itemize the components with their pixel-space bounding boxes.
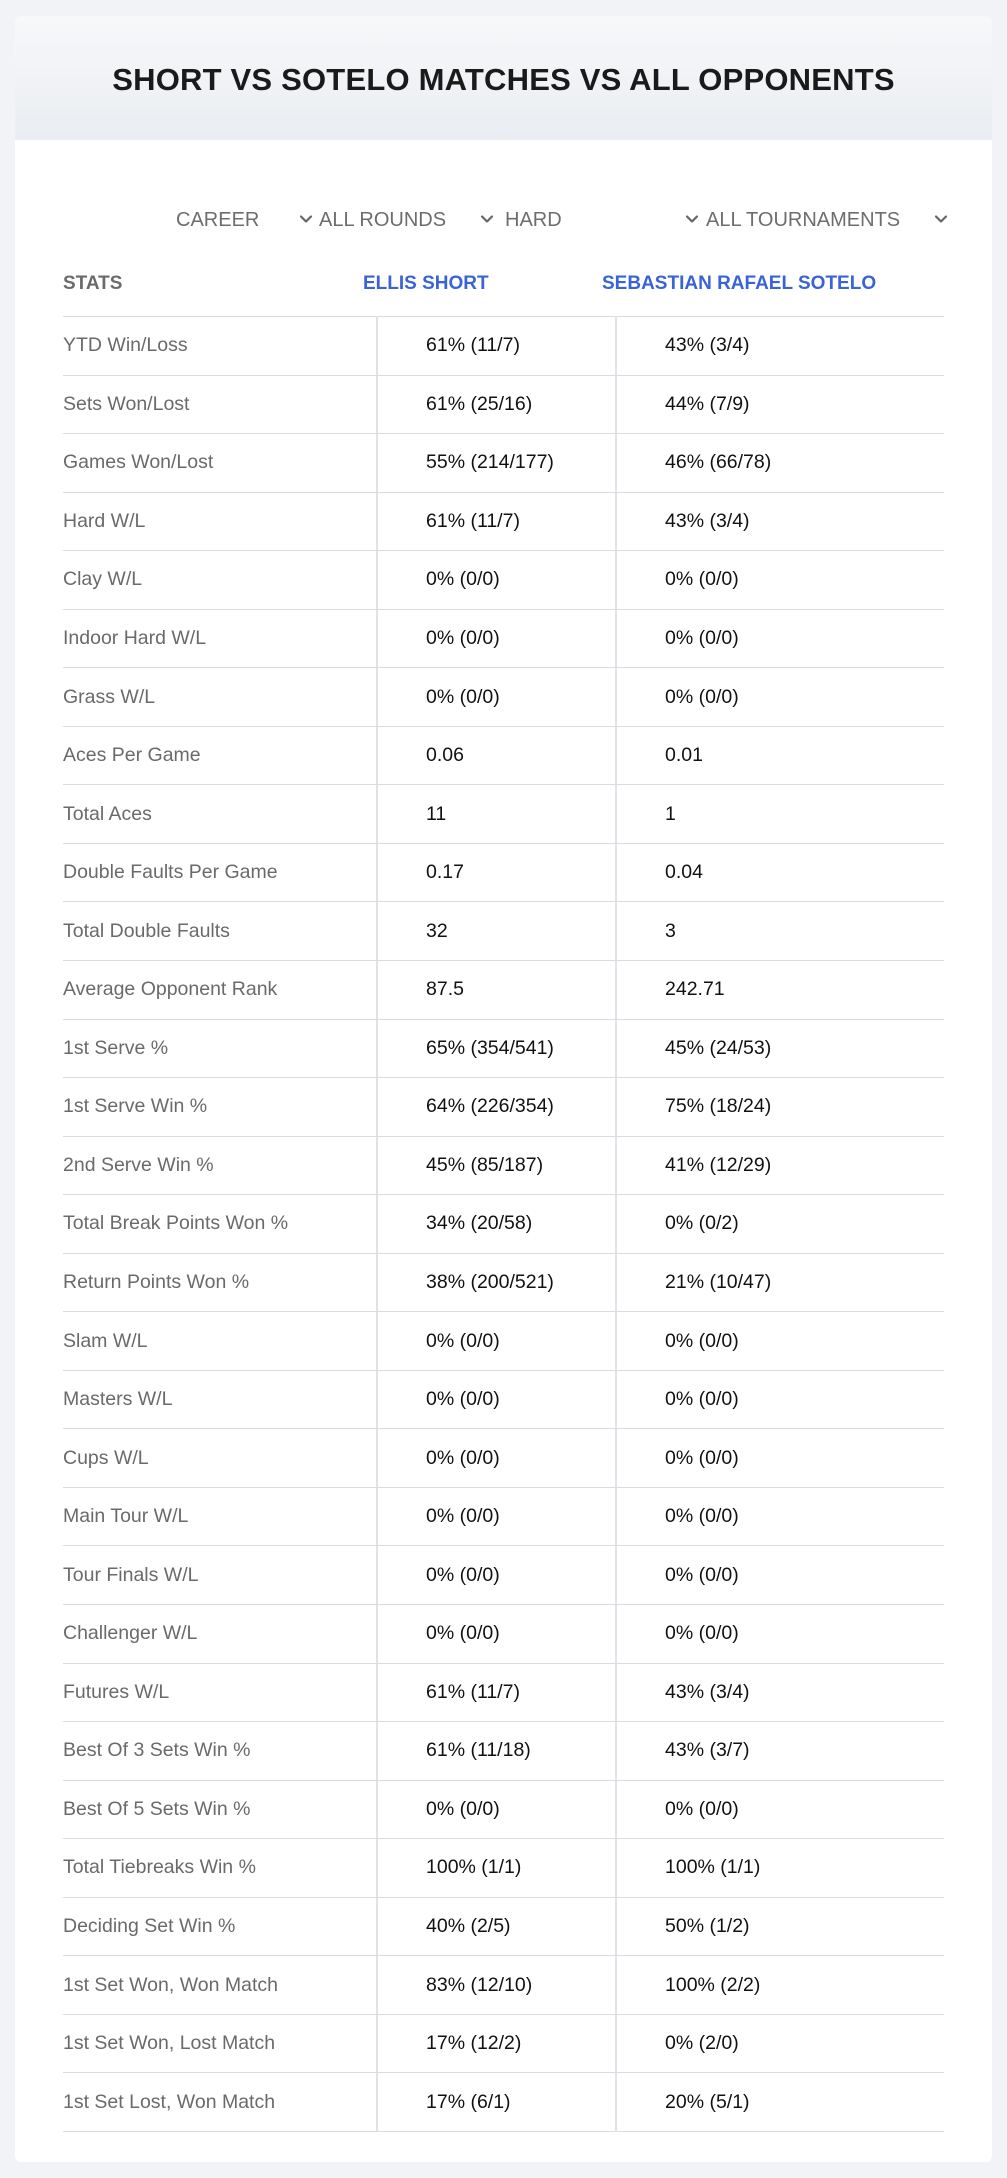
stat-label: 1st Serve % — [63, 1036, 169, 1059]
table-row — [63, 961, 944, 1020]
player1-value: 100% (1/1) — [426, 1856, 522, 1879]
player1-value: 0% (0/0) — [426, 1505, 500, 1528]
table-row — [63, 1137, 944, 1196]
table-row — [63, 1429, 944, 1488]
tournament-select[interactable] — [706, 202, 956, 238]
player1-value: 64% (226/354) — [426, 1095, 554, 1118]
player2-value: 20% (5/1) — [665, 2090, 750, 2113]
table-row — [63, 1195, 944, 1254]
stat-label: Futures W/L — [63, 1680, 170, 1703]
stat-label: Total Tiebreaks Win % — [63, 1856, 256, 1879]
player1-value: 45% (85/187) — [426, 1153, 544, 1176]
player2-value: 0% (0/2) — [665, 1212, 739, 1235]
table-body — [63, 317, 944, 2132]
stat-label: Masters W/L — [63, 1388, 173, 1411]
player2-value: 0% (0/0) — [665, 627, 739, 649]
stat-label: 1st Serve Win % — [63, 1095, 208, 1118]
player1-value: 0% (0/0) — [426, 1388, 500, 1411]
player1-value: 87.5 — [426, 978, 464, 1001]
chevron-down-icon — [683, 210, 701, 228]
player1-value: 0% (0/0) — [426, 1797, 500, 1820]
table-row — [63, 1605, 944, 1664]
player2-value: 43% (3/4) — [665, 334, 750, 357]
player1-value: 0% (0/0) — [426, 568, 500, 591]
table-row — [63, 1020, 944, 1079]
period-select-value: CAREER — [176, 208, 260, 231]
player1-value: 17% (12/2) — [426, 2032, 522, 2055]
player1-value: 0% (0/0) — [426, 685, 500, 708]
stats-table — [63, 253, 944, 2132]
stat-label: Hard W/L — [63, 509, 146, 532]
player2-value: 44% (7/9) — [665, 392, 750, 415]
player2-value: 0% (2/0) — [665, 2032, 739, 2055]
player2-value: 0% (0/0) — [665, 1797, 739, 1820]
table-row — [63, 1839, 944, 1898]
table-row — [63, 376, 944, 435]
player1-value: 61% (11/7) — [426, 509, 520, 532]
table-row — [63, 1781, 944, 1840]
stat-label: Slam W/L — [63, 1329, 148, 1352]
stat-label: Average Opponent Rank — [63, 978, 278, 1001]
chevron-down-icon — [932, 210, 950, 228]
player1-value: 40% (2/5) — [426, 1915, 511, 1938]
player2-link[interactable]: SEBASTIAN RAFAEL SOTELO — [602, 273, 877, 294]
player2-value: 75% (18/24) — [665, 1095, 772, 1118]
chevron-down-icon — [297, 210, 315, 228]
player2-value: 0% (0/0) — [665, 1329, 739, 1352]
page-title: SHORT VS SOTELO MATCHES VS ALL OPPONENTS — [112, 62, 895, 97]
stat-label: Clay W/L — [63, 568, 143, 591]
table-row — [63, 434, 944, 493]
player2-value: 43% (3/7) — [665, 1739, 750, 1762]
player2-value: 0% (0/0) — [665, 1563, 739, 1586]
player2-value: 0% (0/0) — [665, 1446, 739, 1469]
player2-value: 0% (0/0) — [665, 1622, 739, 1645]
player1-value: 61% (11/7) — [426, 334, 520, 357]
tournament-select-value: ALL TOURNAMENTS — [706, 208, 901, 231]
stat-label: Aces Per Game — [63, 744, 201, 767]
stat-label: Double Faults Per Game — [63, 861, 278, 884]
surface-select[interactable] — [505, 202, 706, 238]
player1-value: 0% (0/0) — [426, 1446, 500, 1469]
table-row — [63, 727, 944, 786]
stat-label: Deciding Set Win % — [63, 1915, 236, 1938]
table-row — [63, 317, 944, 376]
player1-value: 34% (20/58) — [426, 1212, 533, 1235]
stat-label: Games Won/Lost — [63, 451, 214, 474]
stat-label: Best Of 5 Sets Win % — [63, 1797, 251, 1820]
player2-value: 43% (3/4) — [665, 509, 750, 532]
player2-value: 100% (2/2) — [665, 1973, 761, 1996]
stat-label: 1st Set Won, Lost Match — [63, 2032, 276, 2055]
player2-value: 0% (0/0) — [665, 1505, 739, 1528]
stats-card — [15, 16, 992, 2162]
player2-value: 0.04 — [665, 861, 703, 884]
table-row — [63, 1371, 944, 1430]
stat-label: YTD Win/Loss — [63, 334, 188, 357]
player1-value: 0% (0/0) — [426, 627, 500, 649]
column-header-stats: STATS — [63, 273, 123, 294]
player1-value: 61% (11/18) — [426, 1739, 531, 1762]
table-row — [63, 1956, 944, 2015]
player2-value: 46% (66/78) — [665, 451, 772, 474]
table-row — [63, 493, 944, 552]
table-header — [63, 253, 944, 317]
table-row — [63, 668, 944, 727]
table-row — [63, 1488, 944, 1547]
player1-value: 17% (6/1) — [426, 2090, 511, 2113]
table-row — [63, 610, 944, 669]
page-header — [15, 16, 992, 140]
player2-value: 43% (3/4) — [665, 1680, 750, 1703]
table-row — [63, 1898, 944, 1957]
player2-value: 0% (0/0) — [665, 568, 739, 591]
stat-label: Cups W/L — [63, 1446, 149, 1469]
player1-value: 0% (0/0) — [426, 1622, 500, 1645]
table-row — [63, 785, 944, 844]
player2-value: 0% (0/0) — [665, 1388, 739, 1411]
stat-label: Return Points Won % — [63, 1271, 250, 1294]
table-row — [63, 2073, 944, 2132]
stat-label: Challenger W/L — [63, 1622, 198, 1645]
stat-label: Total Double Faults — [63, 919, 230, 942]
filter-bar — [15, 202, 992, 238]
player2-value: 41% (12/29) — [665, 1153, 772, 1176]
player1-value: 65% (354/541) — [426, 1036, 554, 1059]
player1-value: 38% (200/521) — [426, 1271, 554, 1294]
player1-value: 61% (11/7) — [426, 1680, 520, 1703]
chevron-down-icon — [478, 210, 496, 228]
round-select-value: ALL ROUNDS — [319, 208, 447, 231]
player2-value: 21% (10/47) — [665, 1271, 772, 1294]
stat-label: 1st Set Lost, Won Match — [63, 2090, 276, 2113]
player1-value: 0.06 — [426, 744, 464, 767]
player1-value: 32 — [426, 919, 448, 942]
stat-label: 2nd Serve Win % — [63, 1153, 214, 1176]
player2-value: 3 — [665, 919, 676, 942]
player1-value: 0% (0/0) — [426, 1563, 500, 1586]
stat-label: Tour Finals W/L — [63, 1563, 199, 1586]
stat-label: Indoor Hard W/L — [63, 627, 207, 649]
table-row — [63, 1664, 944, 1723]
player1-value: 11 — [426, 802, 447, 825]
period-select[interactable] — [176, 202, 319, 238]
stat-label: Best Of 3 Sets Win % — [63, 1739, 251, 1762]
table-row — [63, 1546, 944, 1605]
stat-label: 1st Set Won, Won Match — [63, 1973, 278, 1996]
stat-label: Grass W/L — [63, 685, 156, 708]
table-row — [63, 902, 944, 961]
table-row — [63, 1078, 944, 1137]
table-row — [63, 1722, 944, 1781]
player1-value: 0% (0/0) — [426, 1329, 500, 1352]
player1-value: 55% (214/177) — [426, 451, 554, 474]
round-select[interactable] — [319, 202, 501, 238]
player1-link[interactable]: ELLIS SHORT — [363, 273, 489, 294]
player1-value: 83% (12/10) — [426, 1973, 533, 1996]
player2-value: 45% (24/53) — [665, 1036, 772, 1059]
stat-label: Main Tour W/L — [63, 1505, 189, 1528]
table-row — [63, 551, 944, 610]
player2-value: 1 — [665, 802, 676, 825]
table-row — [63, 844, 944, 903]
player2-value: 100% (1/1) — [665, 1856, 761, 1879]
table-row — [63, 2015, 944, 2074]
player1-value: 61% (25/16) — [426, 392, 533, 415]
stat-label: Total Break Points Won % — [63, 1212, 289, 1235]
stat-label: Sets Won/Lost — [63, 392, 190, 415]
player2-value: 0% (0/0) — [665, 685, 739, 708]
surface-select-value: HARD — [505, 208, 562, 231]
player2-value: 242.71 — [665, 978, 725, 1001]
player1-value: 0.17 — [426, 861, 464, 884]
player2-value: 0.01 — [665, 744, 703, 767]
stat-label: Total Aces — [63, 802, 152, 825]
player2-value: 50% (1/2) — [665, 1915, 750, 1938]
table-row — [63, 1312, 944, 1371]
table-row — [63, 1254, 944, 1313]
